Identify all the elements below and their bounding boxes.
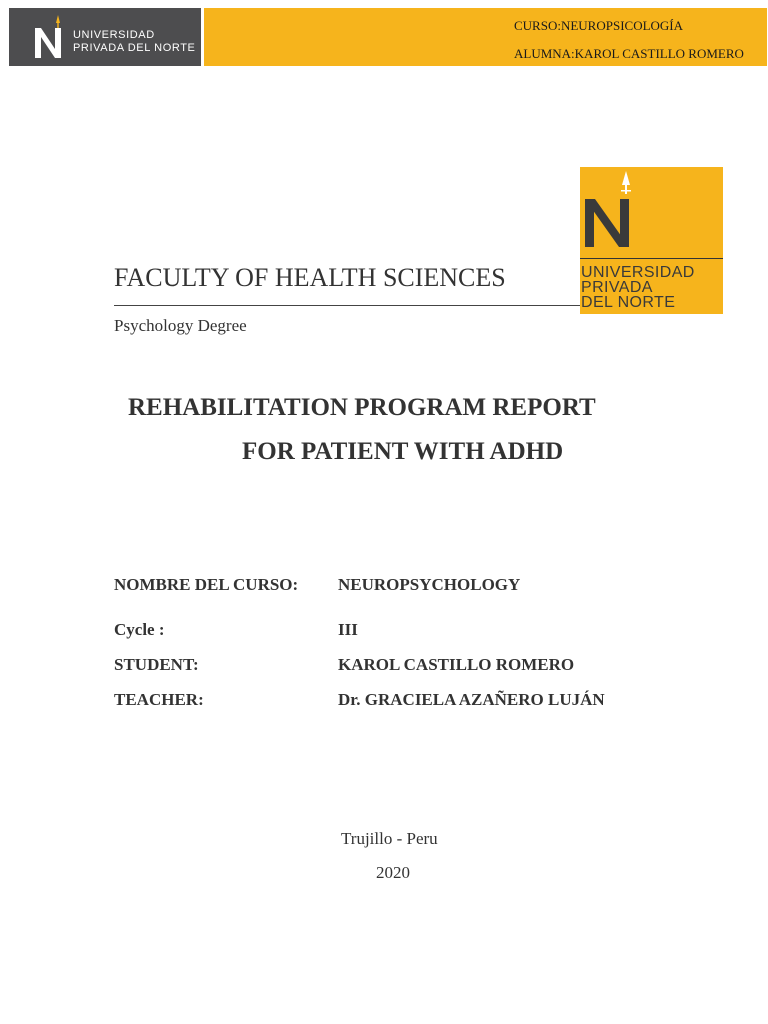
upn-large-logo-icon	[582, 169, 638, 249]
header-student: ALUMNA:KAROL CASTILLO ROMERO	[514, 46, 744, 61]
teacher-value: Dr. GRACIELA AZAÑERO LUJÁN	[338, 690, 605, 709]
big-logo-line-3: DEL NORTE	[581, 294, 676, 311]
student-value: KAROL CASTILLO ROMERO	[338, 655, 575, 674]
course-label: NOMBRE DEL CURSO:	[114, 575, 299, 594]
university-logo-text	[581, 265, 695, 310]
university-logo	[580, 167, 723, 314]
faculty-rule	[114, 305, 580, 306]
big-logo-line-1: UNIVERSIDAD	[581, 264, 695, 281]
place: Trujillo - Peru	[341, 829, 438, 848]
header-band	[204, 8, 767, 66]
big-logo-line-2: PRIVADA	[581, 279, 653, 296]
report-title-line-2: FOR PATIENT WITH ADHD	[242, 438, 564, 465]
student-label: STUDENT:	[114, 655, 199, 674]
logo-rule	[580, 258, 723, 259]
header-logo-text	[73, 29, 195, 55]
faculty-title: FACULTY OF HEALTH SCIENCES	[114, 263, 506, 292]
cycle-label: Cycle :	[114, 620, 165, 639]
course-value: NEUROPSYCHOLOGY	[338, 575, 521, 594]
logo-line-2: PRIVADA DEL NORTE	[73, 42, 196, 54]
logo-line-1: UNIVERSIDAD	[73, 29, 155, 41]
report-title-line-1: REHABILITATION PROGRAM REPORT	[128, 394, 596, 421]
header-logo	[9, 8, 201, 66]
year: 2020	[376, 863, 410, 882]
teacher-label: TEACHER:	[114, 690, 204, 709]
cycle-value: III	[338, 620, 358, 639]
header-course: CURSO:NEUROPSICOLOGÍA	[514, 18, 684, 33]
degree-subtitle: Psychology Degree	[114, 316, 247, 335]
upn-logo-icon	[31, 14, 65, 60]
